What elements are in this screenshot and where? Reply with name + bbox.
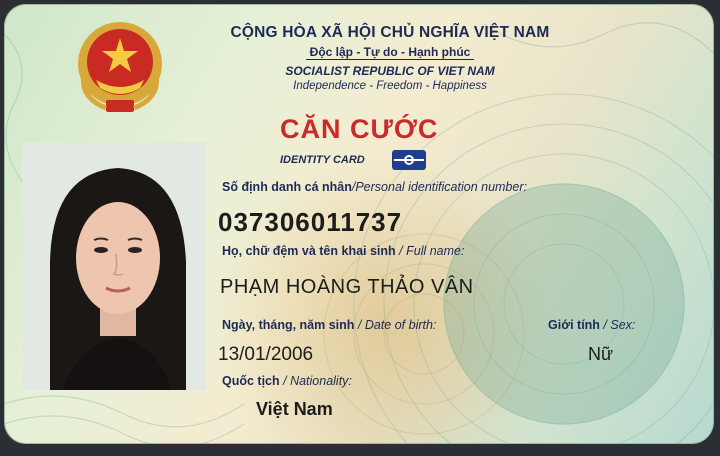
full-name-label: Họ, chữ đệm và tên khai sinh / Full name: <box>222 244 465 258</box>
card-subtitle: IDENTITY CARD <box>280 154 365 166</box>
chip-icon <box>392 150 426 170</box>
full-name-value: PHẠM HOÀNG THẢO VÂN <box>220 276 474 298</box>
nationality-label: Quốc tịch / Nationality: <box>222 374 352 388</box>
id-number-value: 037306011737 <box>218 207 403 237</box>
national-emblem <box>66 18 174 118</box>
motto-vi: Độc lập - Tự do - Hạnh phúc <box>220 45 560 59</box>
identity-card <box>4 4 714 444</box>
sex-label: Giới tính / Sex: <box>548 318 636 332</box>
country-name-en: SOCIALIST REPUBLIC OF VIET NAM <box>285 64 495 78</box>
nationality-value: Việt Nam <box>256 399 333 419</box>
card-title: CĂN CƯỚC <box>280 114 439 144</box>
portrait-photo <box>22 142 206 390</box>
dob-value: 13/01/2006 <box>218 344 314 365</box>
id-number-label: Số định danh cá nhân/Personal identification number: <box>222 180 527 194</box>
motto-en: Independence - Freedom - Happiness <box>293 80 487 92</box>
sex-value: Nữ <box>588 344 614 364</box>
dob-label: Ngày, tháng, năm sinh / Date of birth: <box>222 318 437 332</box>
country-name-vi: CỘNG HÒA XÃ HỘI CHỦ NGHĨA VIỆT NAM <box>230 24 550 41</box>
